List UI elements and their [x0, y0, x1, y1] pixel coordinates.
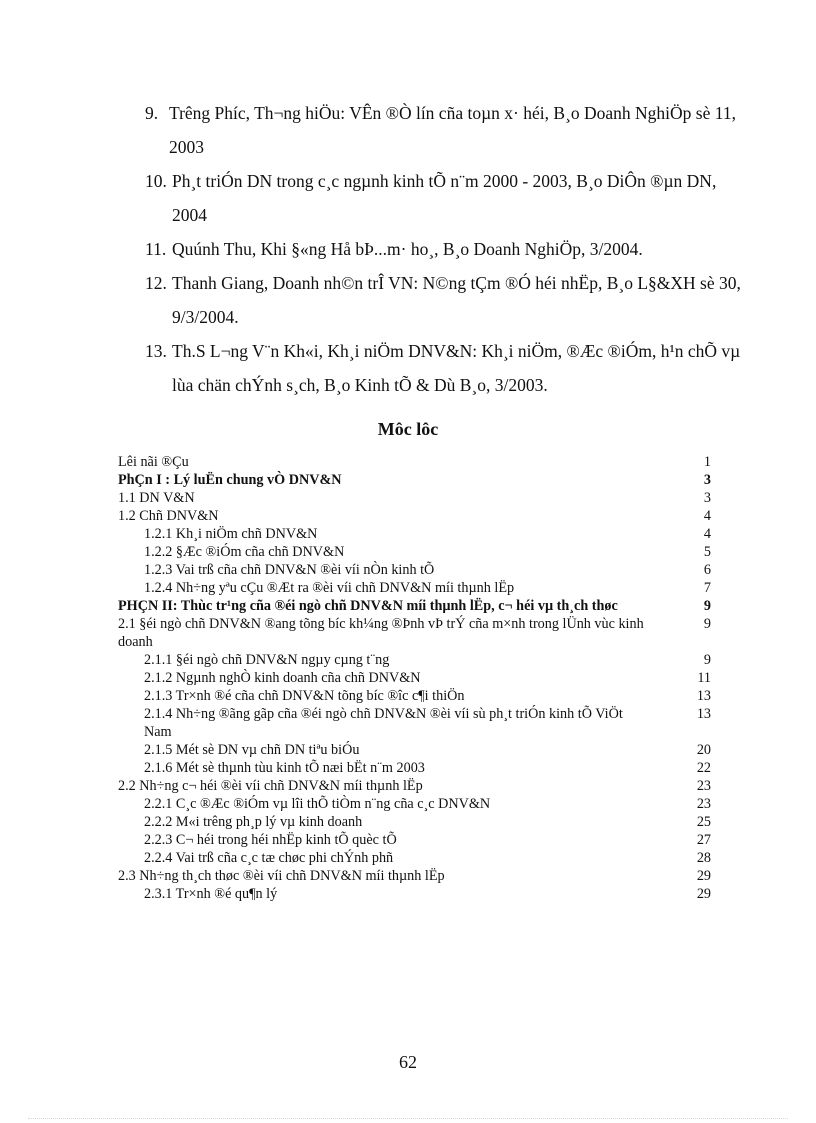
- toc-entry-title: 2.2 Nh÷ng c¬ héi ®èi víi chñ DNV&N míi thµnh lËp: [118, 778, 423, 794]
- reference-item: [145, 96, 745, 164]
- toc-entry-title: 1.2.4 Nh÷ng yªu cÇu ®Æt ra ®èi víi chñ DNV&N míi thµnh lËp: [144, 580, 515, 596]
- toc-entry-title: PhÇn I : Lý luËn chung vÒ DNV&N: [118, 472, 342, 488]
- toc-entry: [118, 525, 711, 543]
- toc-entry: [118, 579, 711, 597]
- toc-entry: [118, 885, 711, 903]
- toc-entry-page: 13: [696, 706, 711, 722]
- toc-entry-page: 11: [697, 670, 711, 686]
- toc-entry-title: 1.2.3 Vai trß cña chñ DNV&N ®èi víi nÒn kinh tÕ: [144, 562, 435, 578]
- toc-entry-page: 29: [696, 886, 711, 902]
- toc-entry-title: 2.1.2 Ngµnh nghÒ kinh doanh cña chñ DNV&N: [144, 670, 421, 686]
- reference-number: 10.: [145, 171, 167, 191]
- toc-entry-page: 9: [703, 652, 711, 668]
- toc-entry-title: 2.1.1 §éi ngò chñ DNV&N ngµy cµng t¨ng: [144, 652, 390, 668]
- toc-entry-title: PHÇN II: Thùc tr¹ng cña ®éi ngò chñ DNV&N míi thµnh lËp, c¬ héi vµ th¸ch thøc: [118, 598, 618, 614]
- reference-number: 11.: [145, 239, 167, 259]
- toc-entry-page: 22: [696, 760, 711, 776]
- toc-entry: [118, 669, 711, 687]
- toc-entry-page: 5: [703, 544, 711, 560]
- toc-entry-page: 29: [696, 868, 711, 884]
- toc-entry-title: 1.1 DN V&N: [118, 490, 195, 506]
- toc-entry: [118, 687, 711, 705]
- toc-entry-page: 28: [696, 850, 711, 866]
- toc-entry-page: 1: [703, 454, 711, 470]
- reference-text: Quúnh Thu, Khi §«ng Hå bÞ...m· ho¸, B¸o Doanh NghiÖp, 3/2004.: [172, 239, 643, 259]
- page-number: 62: [399, 1052, 417, 1072]
- toc-entry: [118, 507, 711, 525]
- toc-entry-title: 2.1.6 Mét sè thµnh tùu kinh tÕ næi bËt n¨m 2003: [144, 760, 425, 776]
- reference-text: Ph¸t triÓn DN trong c¸c ngµnh kinh tÕ n¨m 2000 - 2003, B¸o DiÔn ®µn DN, 2004: [172, 171, 717, 225]
- toc-entry: [118, 831, 711, 849]
- toc-entry-page: 3: [703, 490, 711, 506]
- reference-text: Trêng Phíc, Th¬ng hiÖu: VÊn ®Ò lín cña toµn x· héi, B¸o Doanh NghiÖp sè 11, 2003: [169, 103, 736, 157]
- toc-entry: [118, 651, 711, 669]
- toc-entry-page: 20: [696, 742, 711, 758]
- toc-entry: [118, 777, 711, 795]
- toc-entry: [118, 597, 711, 615]
- toc-entry-title: 2.1.4 Nh÷ng ®ãng gãp cña ®éi ngò chñ DNV&N ®èi víi sù ph¸t triÓn kinh tÕ ViÖt Nam: [144, 706, 623, 740]
- toc-entry: [118, 705, 711, 741]
- toc-entry: [118, 453, 711, 471]
- toc-entry: [118, 561, 711, 579]
- toc-entry: [118, 867, 711, 885]
- reference-number: 9.: [145, 103, 159, 123]
- toc-entry-page: 13: [696, 688, 711, 704]
- table-of-contents: [118, 453, 711, 903]
- toc-entry: [118, 795, 711, 813]
- toc-entry-page: 25: [696, 814, 711, 830]
- toc-entry: [118, 615, 711, 651]
- toc-entry: [118, 813, 711, 831]
- toc-entry-title: 2.2.2 M«i trêng ph¸p lý vµ kinh doanh: [144, 814, 363, 830]
- reference-number: 12.: [145, 273, 167, 293]
- reference-item: [145, 266, 745, 334]
- toc-entry-title: Lêi nãi ®Çu: [118, 454, 189, 470]
- toc-entry-title: 1.2.1 Kh¸i niÖm chñ DNV&N: [144, 526, 318, 542]
- reference-item: [145, 334, 745, 402]
- toc-entry-page: 6: [703, 562, 711, 578]
- reference-item: [145, 164, 745, 232]
- toc-entry-title: 2.2.4 Vai trß cña c¸c tæ chøc phi chÝnh phñ: [144, 850, 394, 866]
- toc-entry: [118, 741, 711, 759]
- toc-entry-page: 4: [703, 508, 711, 524]
- toc-entry-title: 2.2.3 C¬ héi trong héi nhËp kinh tÕ quèc tÕ: [144, 832, 397, 848]
- reference-number: 13.: [145, 341, 167, 361]
- toc-entry-title: 1.2.2 §Æc ®iÓm cña chñ DNV&N: [144, 544, 345, 560]
- references-list: [145, 96, 745, 402]
- reference-text: Th.S L¬ng V¨n Kh«i, Kh¸i niÖm DNV&N: Kh¸i niÖm, ®Æc ®iÓm, h¹n chÕ vµ lùa chän chÝnh s¸ch, B¸o Kinh tÕ & Dù B¸o, 3/2003.: [172, 341, 741, 395]
- toc-title: Môc lôc: [377, 419, 439, 439]
- toc-entry-title: 2.1 §éi ngò chñ DNV&N ®ang tõng bíc kh¼ng ®Þnh vÞ trÝ cña m×nh trong lÜnh vùc kinh doanh: [118, 616, 644, 650]
- page-bottom-divider: [28, 1118, 788, 1119]
- toc-entry-page: 23: [696, 796, 711, 812]
- toc-entry: [118, 471, 711, 489]
- toc-entry-page: 27: [696, 832, 711, 848]
- toc-entry-page: 9: [703, 598, 711, 614]
- toc-entry-page: 9: [703, 616, 711, 632]
- toc-entry-page: 4: [703, 526, 711, 542]
- reference-item: [145, 232, 745, 266]
- toc-entry-title: 2.1.3 Tr×nh ®é cña chñ DNV&N tõng bíc ®îc c¶i thiÖn: [144, 688, 465, 704]
- toc-entry-title: 2.2.1 C¸c ®Æc ®iÓm vµ lîi thÕ tiÒm n¨ng cña c¸c DNV&N: [144, 796, 491, 812]
- toc-entry-page: 23: [696, 778, 711, 794]
- toc-entry-page: 3: [703, 472, 711, 488]
- toc-entry-title: 2.3.1 Tr×nh ®é qu¶n lý: [144, 886, 278, 902]
- toc-entry-title: 1.2 Chñ DNV&N: [118, 508, 219, 524]
- toc-entry: [118, 543, 711, 561]
- toc-entry-title: 2.1.5 Mét sè DN vµ chñ DN tiªu biÓu: [144, 742, 360, 758]
- toc-entry: [118, 759, 711, 777]
- toc-entry-page: 7: [703, 580, 711, 596]
- toc-entry: [118, 849, 711, 867]
- toc-entry-title: 2.3 Nh÷ng th¸ch thøc ®èi víi chñ DNV&N míi thµnh lËp: [118, 868, 445, 884]
- reference-text: Thanh Giang, Doanh nh©n trÎ VN: N©ng tÇm ®Ó héi nhËp, B¸o L§&XH sè 30, 9/3/2004.: [172, 273, 741, 327]
- toc-entry: [118, 489, 711, 507]
